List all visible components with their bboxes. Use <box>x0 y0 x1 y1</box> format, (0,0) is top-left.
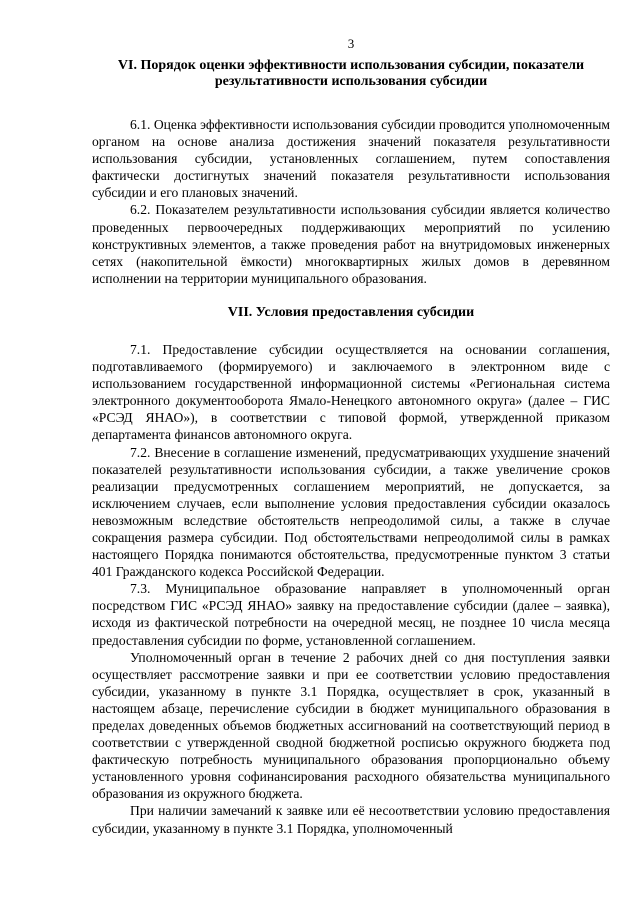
paragraph-6-2: 6.2. Показателем результативности использования субсидии является количество проведенных первоочередных поддерживающих мероприятий по усилению конструктивных элементов, а также проведения работ на внутридомовых инженерных сетях (накопительной ёмкости) многоквартирных жилых домов в деревянном исполнении на территории муниципального образования. <box>92 202 610 286</box>
paragraph-6-1: 6.1. Оценка эффективности использования субсидии проводится уполномоченным органом на основе анализа достижения значений показателя результативности использования субсидии, установленных соглашением, путем сопоставления фактически достигнутых значений показателя результативности использования субсидии и его плановых значений. <box>92 117 610 201</box>
paragraph-7-2: 7.2. Внесение в соглашение изменений, предусматривающих ухудшение значений показателей результативности использования субсидии, а также увеличение сроков реализации предусмотренных соглашением мероприятий, не допускается, за исключением случаев, если выполнение условия предоставления субсидии оказалось невозможным вследствие обстоятельств непреодолимой силы, а также в случае сокращения размера субсидии. Под обстоятельствами непреодолимой силы в рамках настоящего Порядка понимаются обстоятельства, предусмотренные пунктом 3 статьи 401 Гражданского кодекса Российской Федерации. <box>92 444 610 580</box>
paragraph-7-3-c: При наличии замечаний к заявке или её несоответствии условию предоставления субсидии, указанному в пункте 3.1 Порядка, уполномоченный <box>92 803 610 836</box>
paragraph-7-3: 7.3. Муниципальное образование направляет в уполномоченный орган посредством ГИС «РСЭД ЯНАО» заявку на предоставление субсидии (далее – заявка), исходя из фактической потребности на очередной месяц, не позднее 10 числа месяца предоставления субсидии по форме, установленной соглашением. <box>92 581 610 648</box>
section-6-title: VI. Порядок оценки эффективности использования субсидии, показатели результативности использования субсидии <box>117 58 585 89</box>
section-7-title: VII. Условия предоставления субсидии <box>227 304 475 320</box>
paragraph-7-3-b: Уполномоченный орган в течение 2 рабочих дней со дня поступления заявки осуществляет рассмотрение заявки и при ее соответствии условию предоставления субсидии, указанному в пункте 3.1 Порядка, осуществляет в срок, указанный в настоящем абзаце, перечисление субсидии в бюджет муниципального образования в пределах доведенных объемов бюджетных ассигнований на соответствующий период в соответствии с утвержденной сводной бюджетной росписью окружного бюджета под фактическую потребность муниципального образования пропорционально объему установленного уровня софинансирования расходного обязательства муниципального образования из окружного бюджета. <box>92 649 610 802</box>
page-number: 3 <box>347 36 355 51</box>
paragraph-7-1: 7.1. Предоставление субсидии осуществляется на основании соглашения, подготавливаемого (формируемого) и заключаемого в электронном виде с использованием государственной информационной системы «Региональная система электронного документооборота Ямало-Ненецкого автономного округа» (далее – ГИС «РСЭД ЯНАО»), в соответствии с типовой формой, утвержденной приказом департамента финансов автономного округа. <box>92 341 610 443</box>
